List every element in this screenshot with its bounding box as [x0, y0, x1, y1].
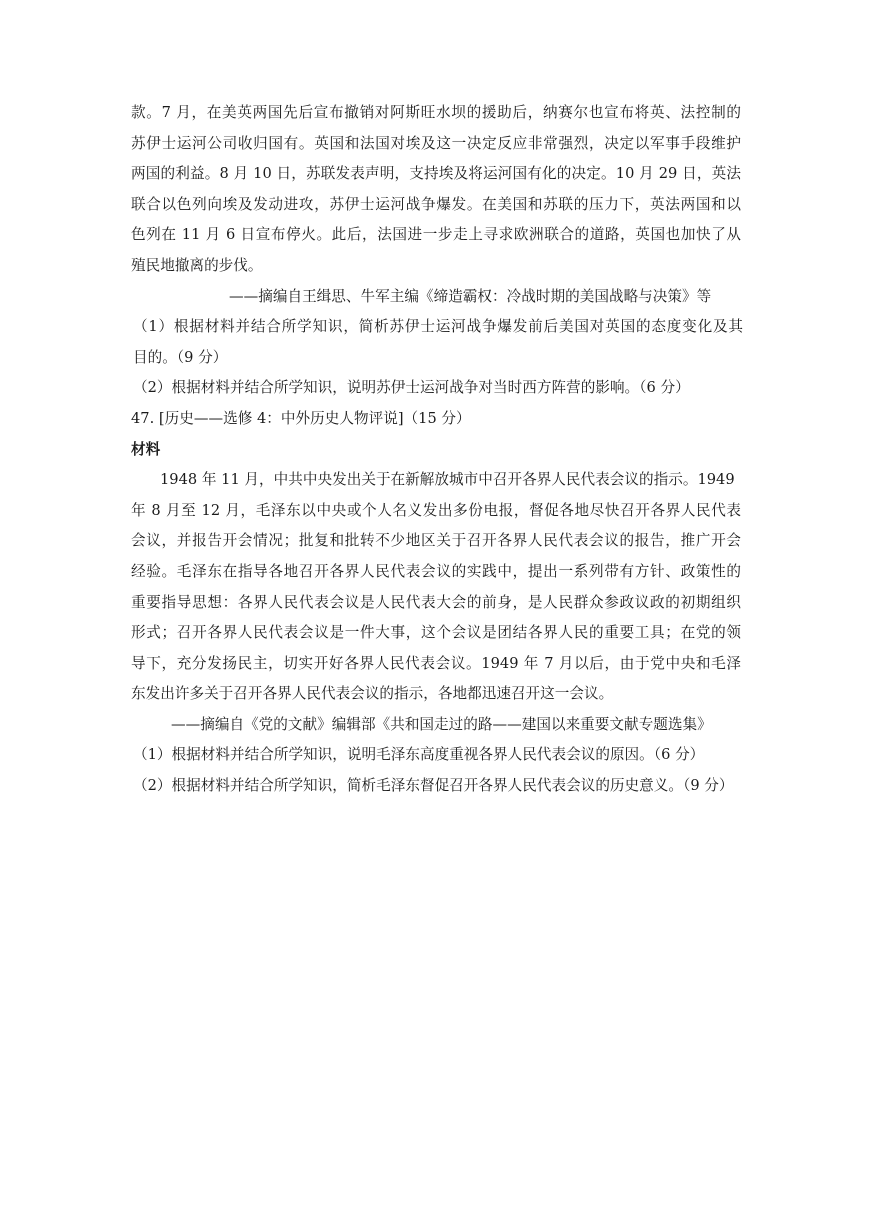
- paragraph-line: 年 8 月至 12 月，毛泽东以中央或个人名义发出多份电报，督促各地尽快召开各界人民代表: [131, 501, 741, 519]
- paragraph-line: 会议，并报告开会情况；批复和批转不少地区关于召开各界人民代表会议的报告，推广开会: [131, 532, 741, 550]
- paragraph-line: 殖民地撤离的步伐。: [131, 256, 263, 274]
- paragraph-line: 款。7 月，在美英两国先后宣布撤销对阿斯旺水坝的援助后，纳赛尔也宣布将英、法控制的: [131, 104, 741, 121]
- question-47-2: （2）根据材料并结合所学知识，简析毛泽东督促召开各界人民代表会议的历史意义。（9 分）: [133, 777, 734, 795]
- paragraph-line: 色列在 11 月 6 日宣布停火。此后，法国进一步走上寻求欧洲联合的道路，英国也加快了从: [131, 226, 741, 244]
- paragraph-line: 联合以色列向埃及发动进攻，苏伊士运河战争爆发。在美国和苏联的压力下，英法两国和以: [131, 195, 741, 213]
- material-2-paragraph: [131, 465, 741, 710]
- material-1-paragraph: [131, 98, 741, 282]
- paragraph-line: 苏伊士运河公司收归国有。英国和法国对埃及这一决定反应非常强烈，决定以军事手段维护: [131, 134, 741, 152]
- question-46-1-line1: （1）根据材料并结合所学知识，简析苏伊士运河战争爆发前后美国对英国的态度变化及其: [133, 318, 743, 336]
- material-1-source: ——摘编自王缉思、牛军主编《缔造霸权：冷战时期的美国战略与决策》等: [229, 287, 712, 305]
- question-47-heading: 47. [历史——选修 4：中外历史人物评说]（15 分）: [131, 409, 471, 427]
- question-46-2: （2）根据材料并结合所学知识，说明苏伊士运河战争对当时西方阵营的影响。（6 分）: [133, 379, 690, 397]
- paragraph-line: 两国的利益。8 月 10 日，苏联发表声明，支持埃及将运河国有化的决定。10 月 29 日，英法: [131, 165, 741, 183]
- paragraph-line: 导下，充分发扬民主，切实开好各界人民代表会议。1949 年 7 月以后，由于党中央和毛泽: [131, 654, 741, 672]
- question-46-1-line2: 目的。（9 分）: [133, 348, 228, 366]
- paragraph-line: 1948 年 11 月，中共中央发出关于在新解放城市中召开各界人民代表会议的指示。1949: [160, 471, 735, 489]
- question-47-1: （1）根据材料并结合所学知识，说明毛泽东高度重视各界人民代表会议的原因。（6 分）: [133, 746, 705, 764]
- paragraph-line: 经验。毛泽东在指导各地召开各界人民代表会议的实践中，提出一系列带有方针、政策性的: [131, 562, 741, 580]
- document-page: [131, 98, 741, 802]
- material-label: 材料: [131, 440, 161, 458]
- material-2-source: ——摘编自《党的文献》编辑部《共和国走过的路——建国以来重要文献专题选集》: [171, 715, 712, 733]
- paragraph-line: 重要指导思想：各界人民代表会议是人民代表大会的前身，是人民群众参政议政的初期组织: [131, 593, 741, 611]
- paragraph-line: 形式；召开各界人民代表会议是一件大事，这个会议是团结各界人民的重要工具；在党的领: [131, 624, 741, 642]
- paragraph-line: 东发出许多关于召开各界人民代表会议的指示，各地都迅速召开这一会议。: [131, 685, 614, 703]
